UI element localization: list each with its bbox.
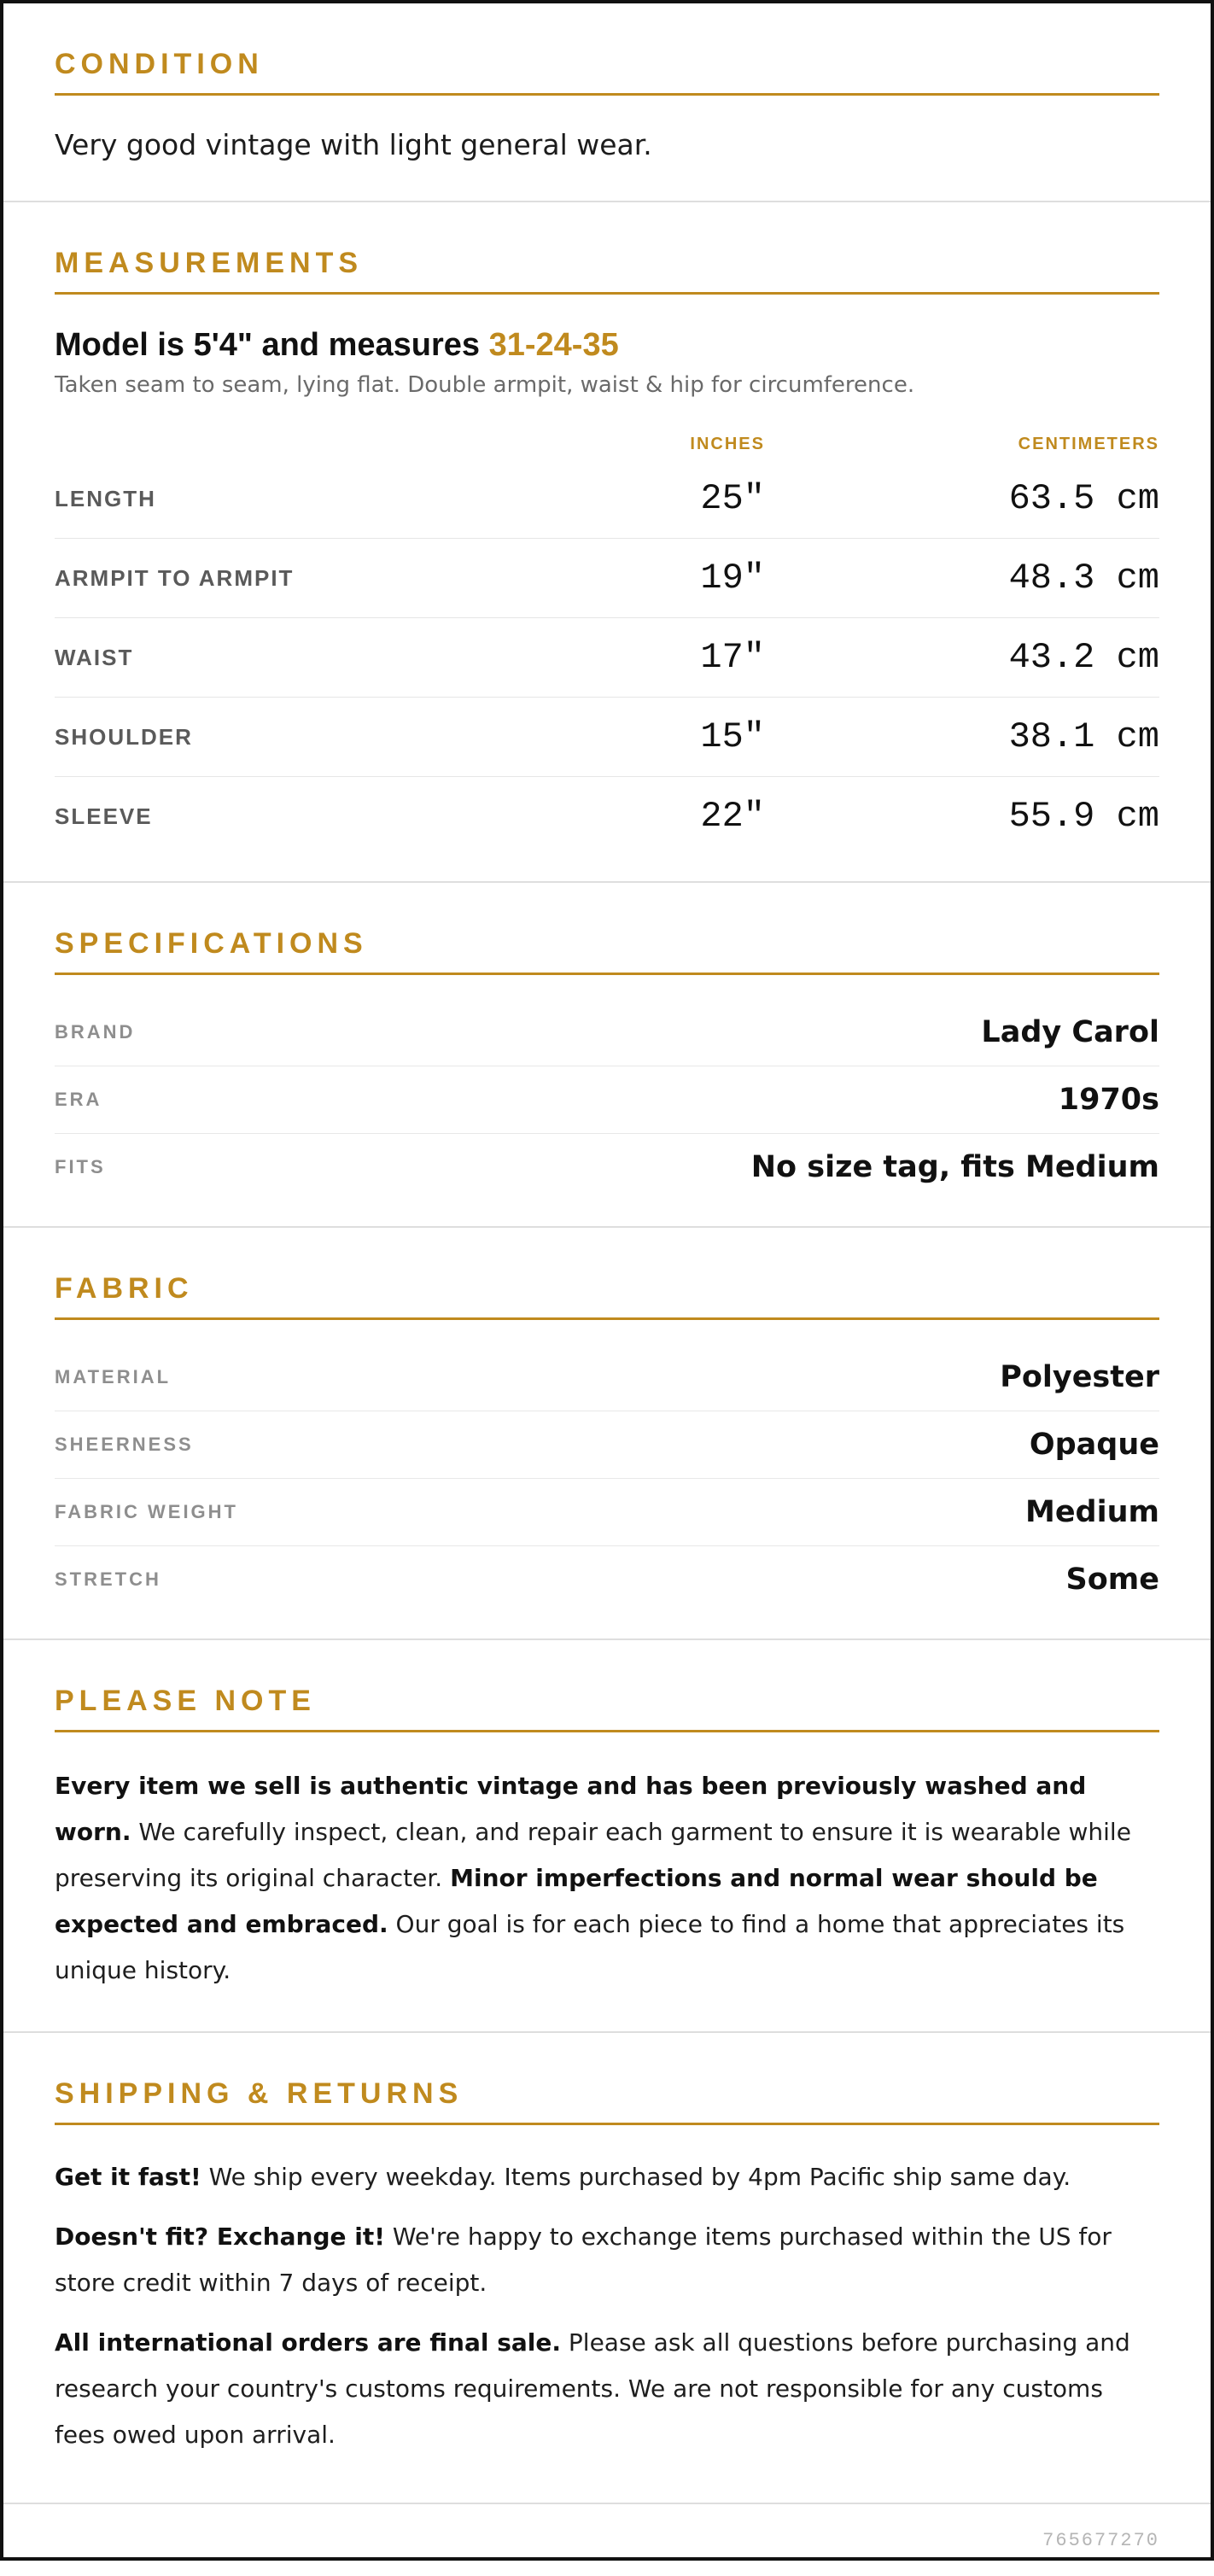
fabric-row-sheerness xyxy=(55,1411,1159,1479)
measurement-label: SHOULDER xyxy=(55,723,193,750)
measurement-row xyxy=(55,539,1159,618)
inches-column-header: INCHES xyxy=(690,434,765,453)
specifications-heading: SPECIFICATIONS xyxy=(55,927,1159,975)
fabric-value: Some xyxy=(1065,1563,1159,1597)
condition-section xyxy=(3,3,1211,202)
measurement-inches: 17" xyxy=(700,637,765,678)
measurement-label: WAIST xyxy=(55,644,134,670)
measurement-cm: 48.3 cm xyxy=(1008,558,1159,599)
measurement-cm: 38.1 cm xyxy=(1008,716,1159,757)
measurement-row xyxy=(55,777,1159,856)
centimeters-column-header: CENTIMETERS xyxy=(1018,434,1159,453)
measurements-heading: MEASUREMENTS xyxy=(55,247,1159,295)
fabric-value: Medium xyxy=(1024,1495,1159,1529)
fabric-heading: FABRIC xyxy=(55,1272,1159,1320)
note-text-2: Our goal is for each piece to find a home that appreciates its unique history. xyxy=(55,1910,1125,1984)
spec-row-brand xyxy=(55,999,1159,1066)
fabric-value: Polyester xyxy=(1000,1360,1159,1394)
shipping-exchange-bold: Doesn't fit? Exchange it! xyxy=(55,2223,385,2251)
fabric-list xyxy=(55,1344,1159,1638)
fabric-value: Opaque xyxy=(1029,1428,1159,1462)
measurement-inches: 22" xyxy=(700,796,765,837)
shipping-international-text: Please ask all questions before purchasing and research your country's customs requirements. We are not responsible for any customs fees owed upon arrival. xyxy=(55,2328,1130,2449)
fabric-row-weight xyxy=(55,1479,1159,1546)
note-section xyxy=(3,1640,1211,2033)
note-text-1: We carefully inspect, clean, and repair each garment to ensure it is wearable while preserving its original character. xyxy=(55,1818,1131,1892)
shipping-fast-text: We ship every weekday. Items purchased by 4pm Pacific ship same day. xyxy=(201,2163,1071,2191)
model-prefix: Model is 5'4" and measures xyxy=(55,327,489,363)
spec-label: BRAND xyxy=(55,1021,136,1043)
fabric-label: MATERIAL xyxy=(55,1366,172,1387)
fabric-label: SHEERNESS xyxy=(55,1434,194,1455)
product-id: 765677270 xyxy=(1042,2529,1159,2551)
measurements-header-row xyxy=(55,429,1159,459)
measurement-label: SLEEVE xyxy=(55,803,153,829)
measurements-table xyxy=(55,429,1159,856)
spec-label: ERA xyxy=(55,1089,102,1110)
note-paragraph xyxy=(55,1763,1159,1994)
spec-value: Lady Carol xyxy=(981,1015,1159,1049)
model-measures: 31-24-35 xyxy=(488,327,619,363)
fabric-label: STRETCH xyxy=(55,1568,161,1590)
shipping-exchange-text: We're happy to exchange items purchased within the US for store credit within 7 days of receipt. xyxy=(55,2223,1112,2297)
model-info xyxy=(55,327,1159,364)
spec-row-era xyxy=(55,1066,1159,1134)
measurements-section xyxy=(3,202,1211,883)
spec-label: FITS xyxy=(55,1156,106,1177)
spec-row-fits xyxy=(55,1134,1159,1200)
measurement-label: ARMPIT TO ARMPIT xyxy=(55,564,295,591)
fabric-label: FABRIC WEIGHT xyxy=(55,1501,238,1522)
note-bold-2: Minor imperfections and normal wear should be expected and embraced. xyxy=(55,1864,1098,1938)
note-heading: PLEASE NOTE xyxy=(55,1685,1159,1732)
shipping-paragraph-fast xyxy=(55,2154,1159,2200)
note-bold-1: Every item we sell is authentic vintage and has been previously washed and worn. xyxy=(55,1772,1087,1846)
measurement-row xyxy=(55,618,1159,698)
shipping-heading: SHIPPING & RETURNS xyxy=(55,2077,1159,2125)
fabric-row-material xyxy=(55,1344,1159,1411)
condition-heading: CONDITION xyxy=(55,48,1159,96)
spec-value: 1970s xyxy=(1058,1083,1159,1117)
footer xyxy=(3,2504,1211,2576)
shipping-fast-bold: Get it fast! xyxy=(55,2163,201,2191)
measurements-subtitle: Taken seam to seam, lying flat. Double armpit, waist & hip for circumference. xyxy=(55,372,915,398)
specifications-list xyxy=(55,999,1159,1226)
condition-text: Very good vintage with light general wear. xyxy=(55,128,652,161)
measurement-cm: 43.2 cm xyxy=(1008,637,1159,678)
shipping-section xyxy=(3,2033,1211,2504)
measurement-row xyxy=(55,459,1159,539)
specifications-section xyxy=(3,883,1211,1228)
measurement-inches: 19" xyxy=(700,558,765,599)
measurement-inches: 25" xyxy=(700,478,765,519)
measurement-inches: 15" xyxy=(700,716,765,757)
fabric-section xyxy=(3,1228,1211,1640)
note-body xyxy=(55,1763,1159,2031)
spec-value: No size tag, fits Medium xyxy=(750,1150,1159,1184)
shipping-paragraph-exchange xyxy=(55,2214,1159,2306)
measurement-cm: 55.9 cm xyxy=(1008,796,1159,837)
measurement-row xyxy=(55,698,1159,777)
shipping-paragraph-international xyxy=(55,2320,1159,2458)
shipping-body xyxy=(55,2154,1159,2503)
shipping-international-bold: All international orders are final sale. xyxy=(55,2328,562,2357)
measurement-cm: 63.5 cm xyxy=(1008,478,1159,519)
measurement-label: LENGTH xyxy=(55,485,156,511)
fabric-row-stretch xyxy=(55,1546,1159,1613)
